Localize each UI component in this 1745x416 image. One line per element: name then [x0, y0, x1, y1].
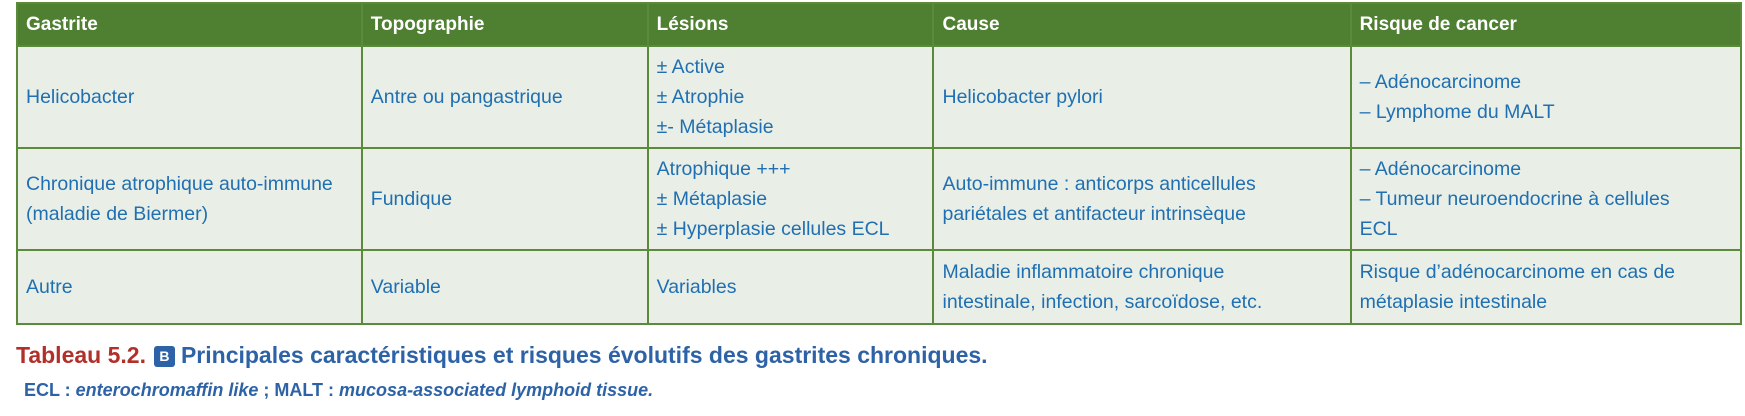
cell-cause [933, 250, 1350, 324]
table-header-row [17, 3, 1741, 46]
cell-risque [1351, 250, 1741, 324]
cell-line: Autre [26, 276, 73, 298]
cell-lesions [648, 46, 934, 148]
gastritis-table [16, 2, 1742, 325]
header-gastrite: Gastrite [17, 3, 362, 46]
cell-line: Helicobacter pylori [942, 86, 1103, 108]
note-def-malt: mucosa-associated lymphoid tissue. [339, 380, 654, 400]
cell-line: ECL [1359, 218, 1398, 240]
cell-topographie [362, 250, 648, 324]
cell-line: – Lymphome du MALT [1359, 101, 1555, 123]
table-container [16, 2, 1742, 325]
cell-lesions [648, 250, 934, 324]
level-badge: B [154, 346, 175, 367]
cell-line: ± Hyperplasie cellules ECL [656, 218, 890, 240]
cell-line: ±- Métaplasie [656, 116, 774, 138]
cell-gastrite [17, 148, 362, 250]
cell-line: – Tumeur neuroendocrine à cellules [1359, 188, 1670, 210]
note-abbr-malt: MALT : [274, 380, 340, 400]
cell-line: métaplasie intestinale [1359, 291, 1548, 313]
cell-cause [933, 46, 1350, 148]
cell-risque [1351, 46, 1741, 148]
table-caption [16, 342, 988, 369]
note-def-ecl: enterochromaffin like [75, 380, 259, 400]
cell-line: Variable [370, 276, 441, 298]
cell-cause [933, 148, 1350, 250]
cell-gastrite [17, 250, 362, 324]
table-row [17, 250, 1741, 324]
cell-topographie [362, 148, 648, 250]
cell-gastrite [17, 46, 362, 148]
cell-line: Atrophique +++ [656, 158, 791, 180]
cell-lesions [648, 148, 934, 250]
cell-line: Maladie inflammatoire chronique [942, 261, 1225, 283]
header-lesions: Lésions [648, 3, 934, 46]
cell-line: intestinale, infection, sarcoïdose, etc. [942, 291, 1263, 313]
header-cause: Cause [933, 3, 1350, 46]
abbreviation-note [24, 380, 653, 401]
cell-line: pariétales et antifacteur intrinsèque [942, 203, 1247, 225]
cell-line: – Adénocarcinome [1359, 71, 1522, 93]
caption-label: Tableau 5.2. [16, 342, 146, 368]
cell-line: (maladie de Biermer) [26, 203, 209, 225]
note-abbr-ecl: ECL : [24, 380, 76, 400]
cell-line: Antre ou pangastrique [370, 86, 563, 108]
header-risque: Risque de cancer [1351, 3, 1741, 46]
cell-line: ± Active [656, 56, 725, 78]
cell-line: ± Métaplasie [656, 188, 768, 210]
table-row [17, 148, 1741, 250]
cell-line: Risque d’adénocarcinome en cas de [1359, 261, 1676, 283]
note-separator: ; [258, 380, 275, 400]
table-row [17, 46, 1741, 148]
caption-title: Principales caractéristiques et risques évolutifs des gastrites chroniques. [180, 342, 988, 368]
cell-topographie [362, 46, 648, 148]
header-topographie: Topographie [362, 3, 648, 46]
cell-line: Variables [656, 276, 737, 298]
cell-line: – Adénocarcinome [1359, 158, 1522, 180]
cell-line: Chronique atrophique auto-immune [26, 173, 333, 195]
cell-line: Auto-immune : anticorps anticellules [942, 173, 1256, 195]
cell-line: Fundique [370, 188, 453, 210]
cell-risque [1351, 148, 1741, 250]
cell-line: ± Atrophie [656, 86, 745, 108]
cell-line: Helicobacter [26, 86, 135, 108]
